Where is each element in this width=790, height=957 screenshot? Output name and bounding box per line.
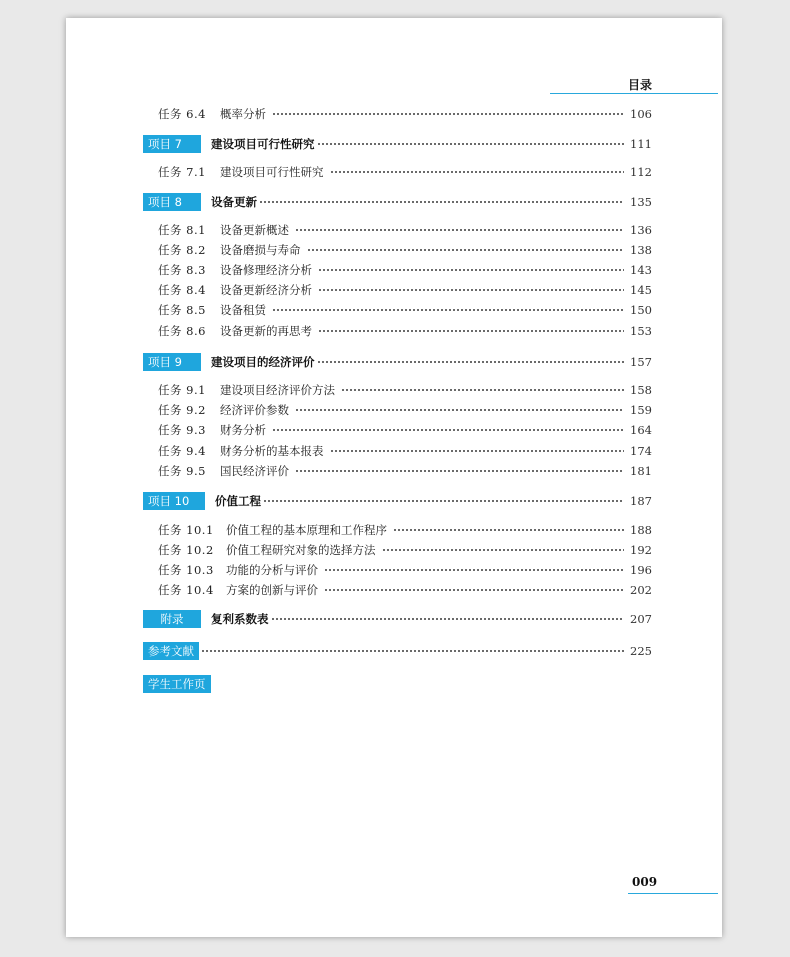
project-title: 建设项目的经济评价	[211, 355, 315, 369]
task-number: 任务 9.1	[158, 383, 206, 397]
page-ref: 188	[630, 523, 652, 537]
project-title: 价值工程	[215, 494, 261, 508]
page-number: 009	[632, 875, 658, 889]
page-ref: 112	[630, 165, 652, 179]
task-title: 设备租赁	[220, 303, 266, 317]
toc-entry-task-8-1[interactable]	[158, 220, 652, 240]
page-ref: 106	[630, 107, 652, 121]
task-number: 任务 8.1	[158, 223, 206, 237]
dot-leader	[263, 500, 624, 502]
toc-entry-task-8-3[interactable]	[158, 260, 652, 280]
page-ref: 158	[630, 383, 652, 397]
toc-entry-project-7[interactable]	[143, 135, 652, 153]
page-ref: 207	[630, 612, 652, 626]
task-title: 设备更新概述	[220, 223, 289, 237]
toc-entry-task-8-4[interactable]	[158, 280, 652, 300]
dot-leader	[272, 429, 624, 431]
toc-entry-task-10-3[interactable]	[158, 560, 652, 580]
task-number: 任务 7.1	[158, 165, 206, 179]
task-title: 价值工程的基本原理和工作程序	[226, 523, 387, 537]
dot-leader	[341, 389, 624, 391]
task-number: 任务 9.4	[158, 444, 206, 458]
task-number: 任务 10.1	[158, 523, 214, 537]
worksheet-badge: 学生工作页	[143, 675, 211, 693]
task-title: 设备磨损与寿命	[220, 243, 301, 257]
task-title: 财务分析的基本报表	[220, 444, 324, 458]
task-title: 设备更新经济分析	[220, 283, 312, 297]
toc-entry-project-9[interactable]	[143, 353, 652, 371]
dot-leader	[330, 171, 625, 173]
dot-leader	[271, 618, 625, 620]
toc-entry-task-8-6[interactable]	[158, 321, 652, 341]
task-title: 经济评价参数	[220, 403, 289, 417]
task-number: 任务 9.5	[158, 464, 206, 478]
dot-leader	[324, 589, 624, 591]
page-ref: 202	[630, 583, 652, 597]
dot-leader	[318, 289, 624, 291]
page-ref: 159	[630, 403, 652, 417]
page-ref: 143	[630, 263, 652, 277]
dot-leader	[317, 143, 625, 145]
project-badge: 项目 9	[143, 353, 201, 371]
task-number: 任务 10.2	[158, 543, 214, 557]
dot-leader	[201, 650, 624, 652]
task-number: 任务 8.4	[158, 283, 206, 297]
task-title: 价值工程研究对象的选择方法	[226, 543, 376, 557]
task-title: 概率分析	[220, 107, 266, 121]
task-number: 任务 8.5	[158, 303, 206, 317]
project-badge: 项目 10	[143, 492, 205, 510]
dot-leader	[324, 569, 624, 571]
dot-leader	[382, 549, 625, 551]
task-number: 任务 6.4	[158, 107, 206, 121]
dot-leader	[295, 409, 624, 411]
references-badge: 参考文献	[143, 642, 199, 660]
toc-entry-task-10-2[interactable]	[158, 540, 652, 560]
appendix-badge: 附录	[143, 610, 201, 628]
task-number: 任务 8.6	[158, 324, 206, 338]
footer-rule	[628, 893, 718, 894]
task-title: 财务分析	[220, 423, 266, 437]
dot-leader	[393, 529, 624, 531]
toc-entry-project-10[interactable]	[143, 492, 652, 510]
dot-leader	[317, 361, 625, 363]
task-title: 方案的创新与评价	[226, 583, 318, 597]
toc-entry-task-10-1[interactable]	[158, 520, 652, 540]
task-number: 任务 9.3	[158, 423, 206, 437]
project-badge: 项目 8	[143, 193, 201, 211]
page-ref: 135	[630, 195, 652, 209]
task-title: 设备修理经济分析	[220, 263, 312, 277]
project-title: 设备更新	[211, 195, 257, 209]
toc-entry-task-9-5[interactable]	[158, 461, 652, 481]
project-badge: 项目 7	[143, 135, 201, 153]
page-ref: 225	[630, 644, 652, 658]
page-ref: 181	[630, 464, 652, 478]
toc-entry-project-8[interactable]	[143, 193, 652, 211]
page-header-title: 目录	[628, 78, 653, 92]
dot-leader	[318, 330, 624, 332]
task-number: 任务 10.3	[158, 563, 214, 577]
dot-leader	[272, 113, 624, 115]
dot-leader	[318, 269, 624, 271]
page-ref: 187	[630, 494, 652, 508]
task-title: 设备更新的再思考	[220, 324, 312, 338]
toc-entry-task-8-5[interactable]	[158, 300, 652, 320]
page-ref: 164	[630, 423, 652, 437]
toc-entry-task-9-3[interactable]	[158, 420, 652, 440]
project-title: 建设项目可行性研究	[211, 137, 315, 151]
task-title: 建设项目可行性研究	[220, 165, 324, 179]
toc-entry-task-8-2[interactable]	[158, 240, 652, 260]
dot-leader	[307, 249, 625, 251]
toc-entry-student-worksheet[interactable]	[143, 675, 211, 693]
page-ref: 111	[630, 137, 652, 151]
page-ref: 136	[630, 223, 652, 237]
toc-entry-task-7-1[interactable]	[158, 162, 652, 182]
dot-leader	[295, 229, 624, 231]
page-ref: 138	[630, 243, 652, 257]
header-rule	[550, 93, 718, 94]
toc-entry-task-6-4[interactable]	[158, 104, 652, 124]
page-ref: 145	[630, 283, 652, 297]
page-ref: 153	[630, 324, 652, 338]
toc-entry-task-9-1[interactable]	[158, 380, 652, 400]
task-number: 任务 10.4	[158, 583, 214, 597]
task-number: 任务 8.2	[158, 243, 206, 257]
appendix-title: 复利系数表	[211, 612, 269, 626]
toc-entry-appendix[interactable]	[143, 610, 652, 628]
task-title: 建设项目经济评价方法	[220, 383, 335, 397]
page-ref: 174	[630, 444, 652, 458]
task-title: 功能的分析与评价	[226, 563, 318, 577]
task-title: 国民经济评价	[220, 464, 289, 478]
dot-leader	[295, 470, 624, 472]
toc-entry-task-9-2[interactable]	[158, 400, 652, 420]
page-ref: 157	[630, 355, 652, 369]
task-number: 任务 9.2	[158, 403, 206, 417]
toc-entry-references[interactable]	[143, 642, 652, 660]
dot-leader	[330, 450, 625, 452]
toc-entry-task-9-4[interactable]	[158, 441, 652, 461]
task-number: 任务 8.3	[158, 263, 206, 277]
dot-leader	[272, 309, 624, 311]
page-ref: 150	[630, 303, 652, 317]
page-ref: 196	[630, 563, 652, 577]
toc-entry-task-10-4[interactable]	[158, 580, 652, 600]
dot-leader	[259, 201, 624, 203]
page-ref: 192	[630, 543, 652, 557]
